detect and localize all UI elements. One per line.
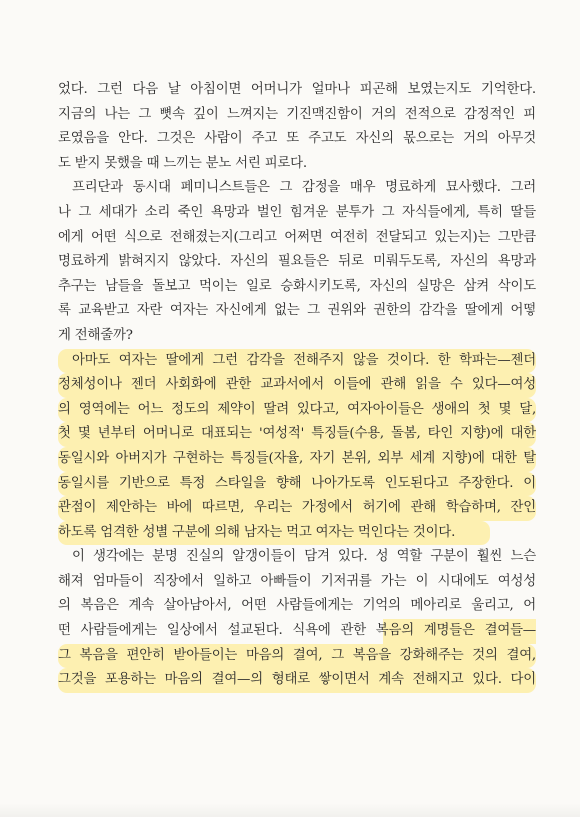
text-line: 의 복음은 계속 살아남아서, 어떤 사람들에게는 기억의 메아리로 울리고, 어 [58,598,536,614]
text-line: 었다. 그런 다음 날 아침이면 어머니가 얼마나 피곤해 보였는지도 기억한다. [58,82,536,97]
text-line: 에게 어떤 식으로 전해졌는지(그리고 어쩌면 여전히 전달되고 있는지)는 그만큼 [58,229,536,245]
highlighted-text-line: 첫 몇 년부터 어머니로 대표되는 '여성적' 특징들(수용, 돌봄, 타인 지향)에 대한 [58,422,536,447]
text-line: 게 전해줄까? [58,327,133,343]
text-line: 로였음을 안다. 그것은 사람이 주고 또 주고도 자신의 몫으로는 거의 아무것 [58,131,536,147]
highlighted-text-line: 하도록 엄격한 성별 구분에 의해 남자는 먹고 여자는 먹인다는 것이다. [58,521,490,546]
highlighted-text-line: 의 영역에는 어느 정도의 제약이 딸려 있다고, 여자아이들은 생애의 첫 몇 달, [58,398,536,423]
text-line: 프리단과 동시대 페미니스트들은 그 감정을 매우 명료하게 묘사했다. 그러 [72,180,536,196]
highlighted-text-line: 정체성이나 젠더 사회화에 관한 교과서에서 이들에 관해 읽을 수 있다—여성 [58,373,536,398]
text-line: 도 받지 못했을 때 느끼는 분노 서린 피로다. [58,155,307,171]
highlighted-text-line: 동일시를 기반으로 특정 스타일을 향해 나아가도록 인도된다고 주장한다. 이 [58,472,536,497]
highlighted-text-line: 그것을 포용하는 마음의 결여—의 형태로 쌓이면서 계속 전해지고 있다. 다이 [58,668,536,693]
page-edge-shadow [0,803,580,817]
text-line: 해져 엄마들이 직장에서 일하고 아빠들이 기저귀를 가는 이 시대에도 여성성 [58,573,536,589]
text-line: 추구는 남들을 돌보고 먹이는 일로 승화시키도록, 자신의 실망은 삼켜 삭이도 [58,278,536,294]
highlighted-text-line: 아마도 여자는 딸에게 그런 감각을 전해주지 않을 것이다. 한 학파는—젠더 [58,349,536,374]
text-line: 이 생각에는 분명 진실의 알갱이들이 담겨 있다. 성 역할 구분이 훨씬 느슨 [72,549,536,565]
text-line: 나 그 세대가 소리 죽인 욕망과 벌인 힘겨운 분투가 그 자식들에게, 특히 딸들 [58,204,536,220]
paragraph-3 [58,349,536,546]
partially-highlighted-text-line: 떤 사람들에게는 일상에서 설교된다. 식욕에 관한 복음의 계명들은 결여들— [58,619,536,644]
paragraph-2 [58,176,536,348]
text-line: 록 교육받고 자란 여자는 자신에게 없는 그 권위와 권한의 감각을 딸에게 어떻 [58,303,536,319]
highlighted-text-line: 동일시와 아버지가 구현하는 특징들(자율, 자기 본위, 외부 세계 지향)에 대한 탈 [58,447,536,472]
paragraph-4 [58,545,536,693]
body-text [58,78,536,693]
text-line: 명료하게 밝혀지지 않았다. 자신의 필요들은 뒤로 미뤄두도록, 자신의 욕망과 [58,254,536,270]
highlighted-text-line: 그 복음을 편안히 받아들이는 마음의 결여, 그 복음을 강화해주는 것의 결여, [58,644,536,669]
paragraph-1 [58,78,536,176]
highlighted-text-line: 관점이 제안하는 바에 따르면, 우리는 가정에서 허기에 관해 학습하며, 잔인 [58,496,536,521]
text-line: 지금의 나는 그 뼛속 깊이 느껴지는 기진맥진함이 거의 전적으로 감정적인 피 [58,106,536,122]
